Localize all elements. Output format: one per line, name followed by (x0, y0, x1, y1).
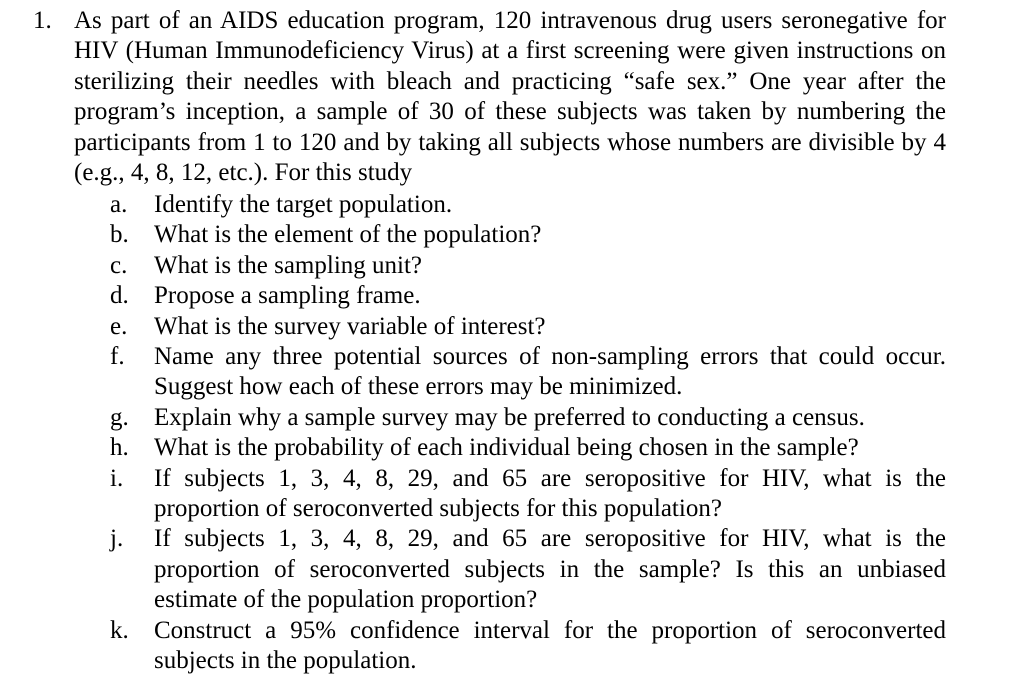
part-text: If subjects 1, 3, 4, 8, 29, and 65 are seropositive for HIV, what is the proportion of seroconverted subjects in the sample? Is this an unbiased estimate of the population proportion? (154, 525, 946, 614)
question-part-i (110, 464, 946, 525)
question-part-k (110, 616, 946, 677)
question-stem: As part of an AIDS education program, 120 intravenous drug users seronegative for HIV (Human Immunodeficiency Virus) at a first screening were given instructions on sterilizing their needles with bleach and practicing “safe sex.” One year after the program’s inception, a sample of 30 of these subjects was taken by numbering the participants from 1 to 120 and by taking all subjects whose numbers are divisible by 4 (e.g., 4, 8, 12, etc.). For this study (74, 7, 946, 187)
question-parts-list (110, 190, 946, 677)
part-letter: k. (110, 616, 129, 644)
question-part-b (110, 220, 946, 250)
part-letter: d. (110, 282, 129, 310)
part-letter: e. (110, 312, 128, 340)
question-part-d (110, 281, 946, 311)
part-letter: f. (110, 343, 125, 371)
part-text: Explain why a sample survey may be preferred to conducting a census. (154, 403, 865, 431)
part-letter: b. (110, 221, 129, 249)
part-letter: j. (110, 525, 124, 553)
part-letter: g. (110, 403, 129, 431)
question-part-a (110, 190, 946, 220)
question-part-j (110, 524, 946, 615)
question-part-g (110, 403, 946, 433)
part-text: Construct a 95% confidence interval for the proportion of seroconverted subjects in the population. (154, 616, 946, 675)
part-text: What is the element of the population? (154, 221, 542, 249)
question-part-f (110, 342, 946, 403)
part-letter: h. (110, 434, 129, 462)
part-text: Propose a sampling frame. (154, 282, 421, 310)
question-part-e (110, 312, 946, 342)
part-letter: c. (110, 251, 128, 279)
question-number: 1. (33, 7, 52, 34)
part-text: What is the survey variable of interest? (154, 312, 546, 340)
part-letter: i. (110, 464, 124, 492)
part-letter: a. (110, 191, 128, 218)
part-text: What is the probability of each individual being chosen in the sample? (154, 434, 859, 462)
question-part-c (110, 251, 946, 281)
part-text: Identify the target population. (154, 191, 453, 218)
question-part-h (110, 433, 946, 463)
part-text: Name any three potential sources of non-sampling errors that could occur. Suggest how each of these errors may be minimized. (154, 343, 946, 401)
part-text: What is the sampling unit? (154, 251, 423, 279)
part-text: If subjects 1, 3, 4, 8, 29, and 65 are seropositive for HIV, what is the proportion of seroconverted subjects for this population? (154, 464, 946, 523)
